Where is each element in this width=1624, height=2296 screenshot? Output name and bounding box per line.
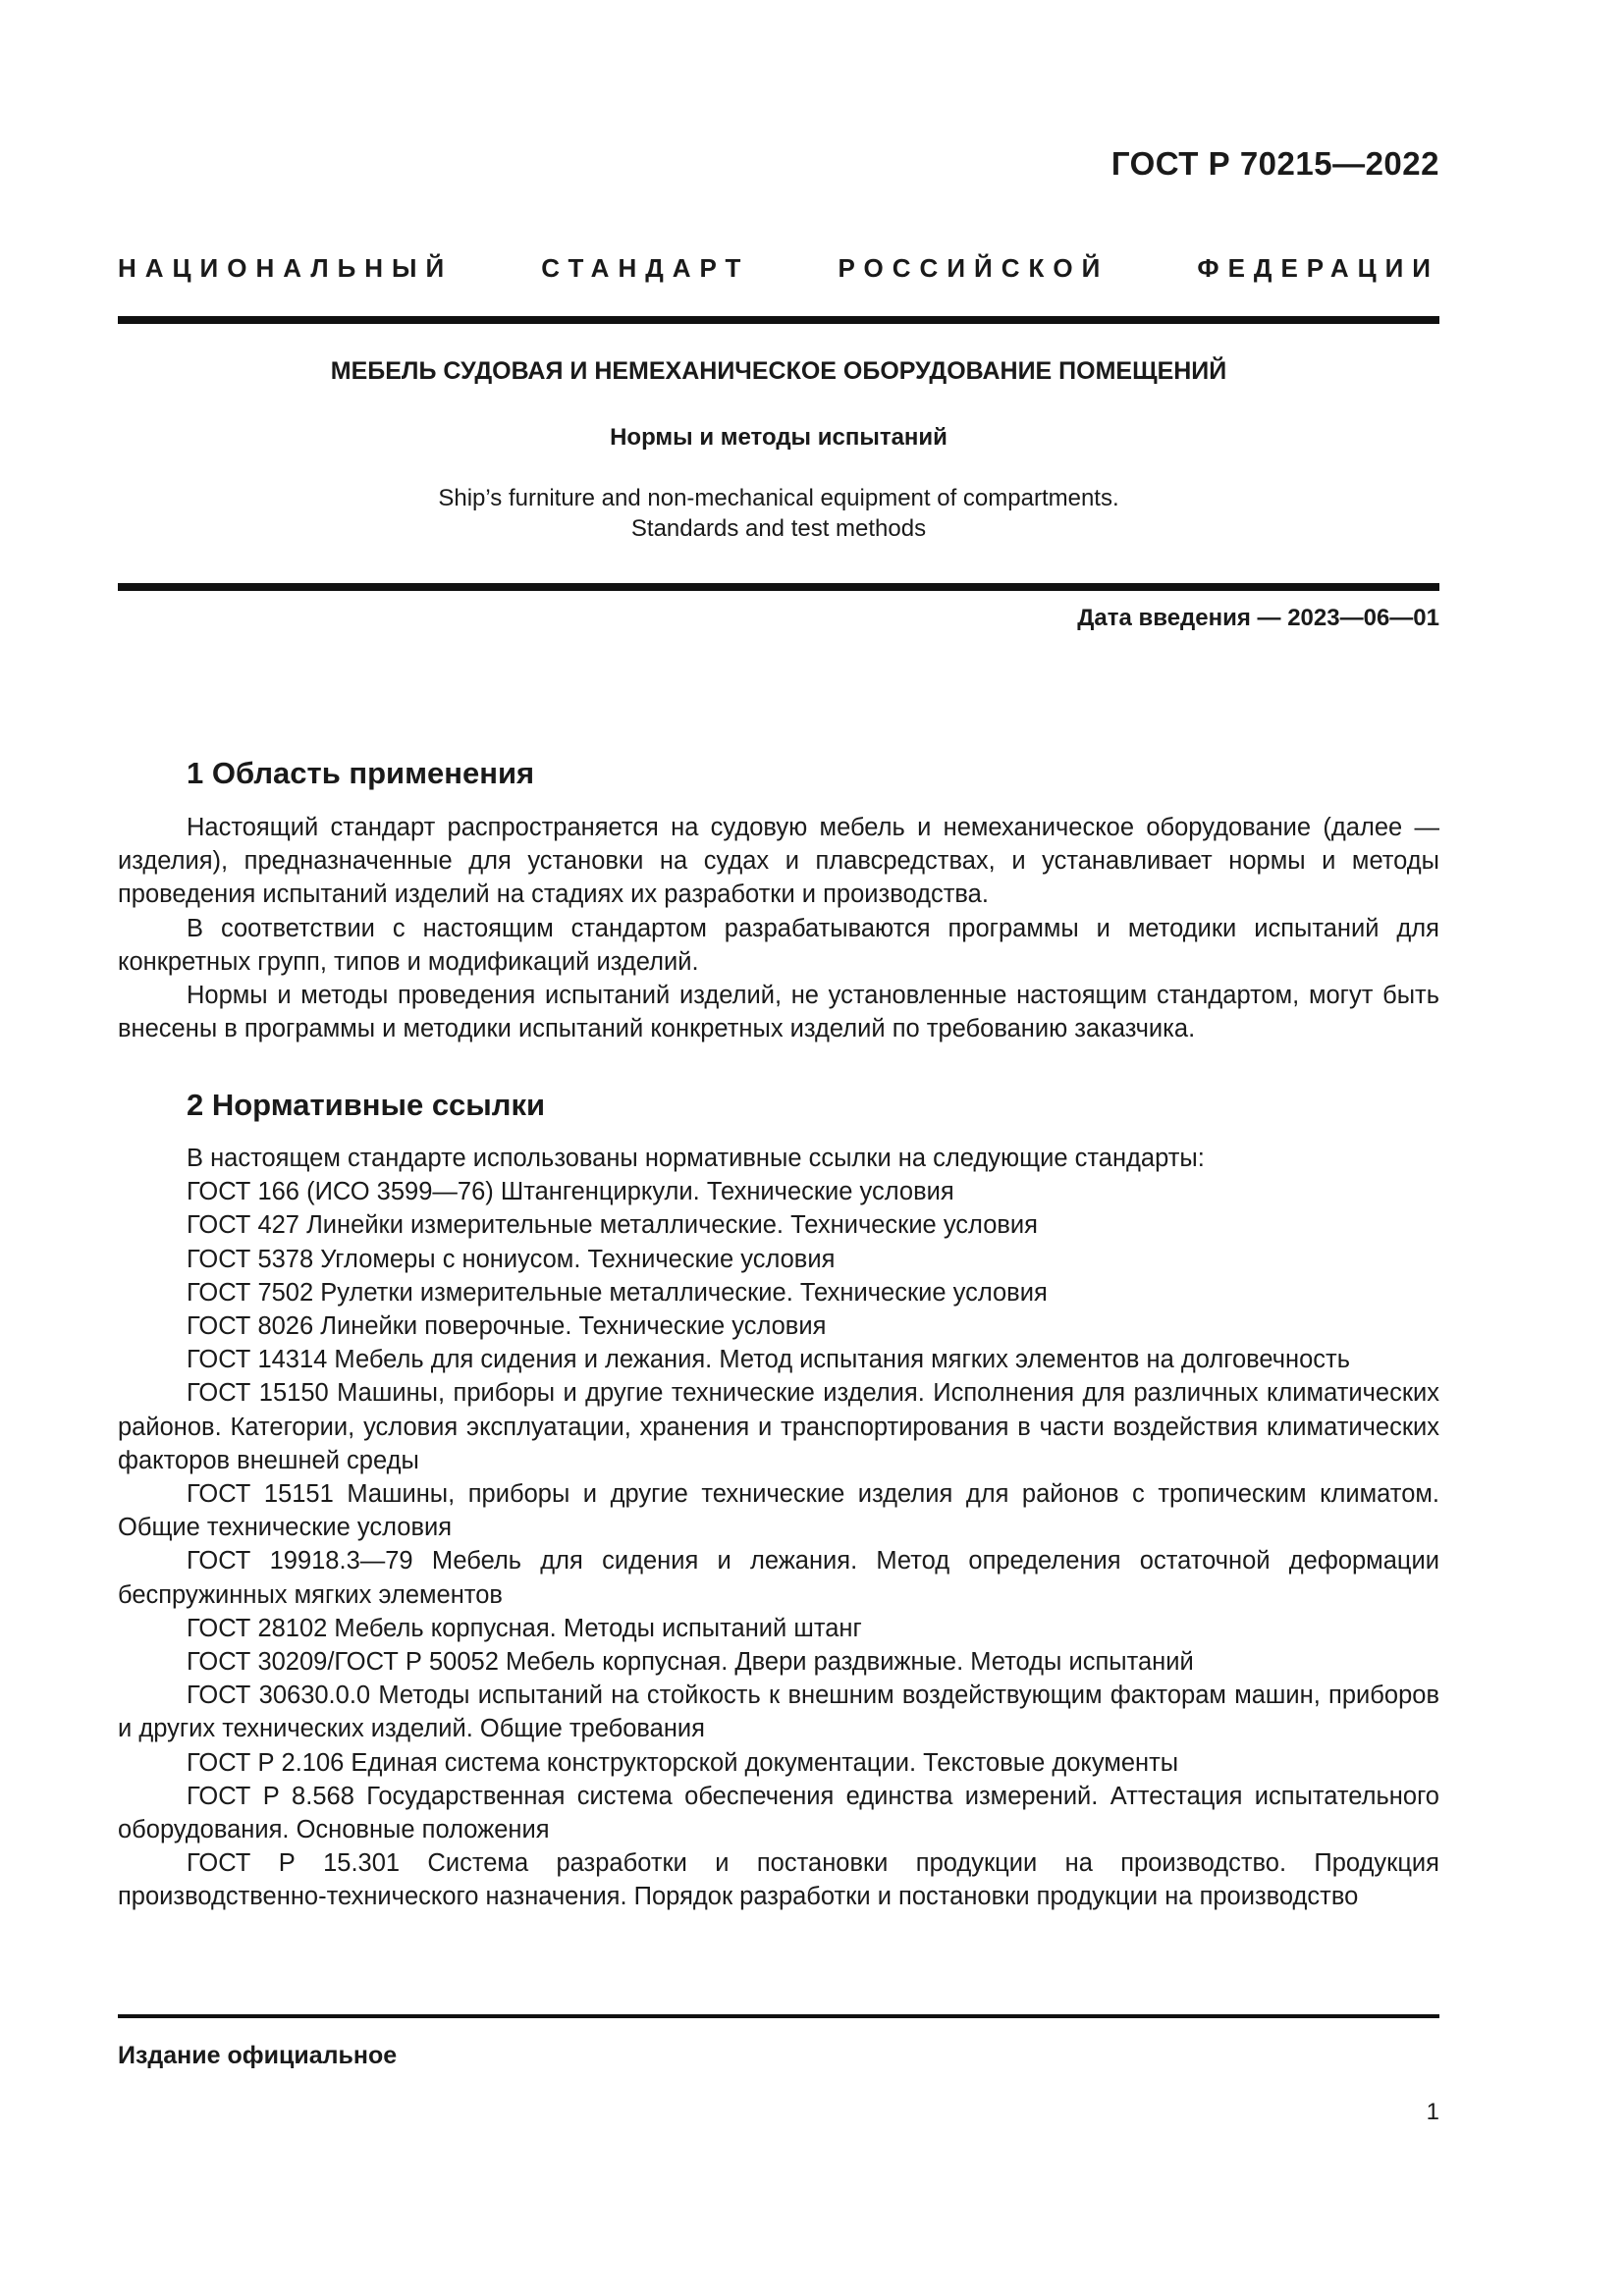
reference-item: ГОСТ 28102 Мебель корпусная. Методы испытаний штанг [187, 1614, 862, 1642]
english-title [118, 483, 1439, 544]
header-divider [118, 316, 1439, 324]
standard-number: ГОСТ Р 70215—2022 [1110, 145, 1439, 182]
page-number: 1 [1426, 2099, 1439, 2125]
reference-item: ГОСТ Р 2.106 Единая система конструкторской документации. Текстовые документы [187, 1748, 1179, 1777]
reference-item: ГОСТ Р 8.568 Государственная система обеспечения единства измерений. Аттестация испытательного оборудования. Основные положения [118, 1782, 1439, 1844]
reference-item: ГОСТ Р 15.301 Система разработки и постановки продукции на производство. Продукция производственно-технического назначения. Порядок разработки и постановки продукции на производство [118, 1849, 1439, 1911]
paragraph: В соответствии с настоящим стандартом разрабатываются программы и методики испытаний для конкретных групп, типов и модификаций изделий. [118, 914, 1439, 976]
document-subtitle: Нормы и методы испытаний [610, 424, 947, 451]
footer-divider [118, 2014, 1439, 2018]
document-title: МЕБЕЛЬ СУДОВАЯ И НЕМЕХАНИЧЕСКОЕ ОБОРУДОВАНИЕ ПОМЕЩЕНИЙ [330, 357, 1227, 385]
reference-item: ГОСТ 19918.3—79 Мебель для сидения и лежания. Метод определения остаточной деформации беспружинных мягких элементов [118, 1547, 1439, 1609]
reference-item: ГОСТ 166 (ИСО 3599—76) Штангенциркули. Технические условия [187, 1178, 954, 1206]
reference-item: ГОСТ 5378 Угломеры с нониусом. Технические условия [187, 1245, 836, 1273]
english-title-line: Standards and test methods [630, 515, 927, 542]
paragraph: Нормы и методы проведения испытаний изделий, не установленные настоящим стандартом, могут быть внесены в программы и методики испытаний конкретных изделий по требованию заказчика. [118, 982, 1439, 1043]
reference-item: ГОСТ 8026 Линейки поверочные. Технические условия [187, 1312, 827, 1341]
official-edition-note: Издание официальное [118, 2042, 398, 2069]
reference-item: ГОСТ 15150 Машины, приборы и другие технические изделия. Исполнения для различных климатических районов. Категории, условия эксплуатации, хранения и транспортирования в части воздействия климатических факторов внешней среды [118, 1379, 1439, 1474]
section-1-heading: 1 Область применения [187, 756, 535, 790]
english-title-line: Ship’s furniture and non-mechanical equipment of compartments. [438, 485, 1119, 511]
reference-item: ГОСТ 7502 Рулетки измерительные металлические. Технические условия [187, 1278, 1048, 1307]
section-1-body [118, 811, 1439, 1045]
national-standard-title: НАЦИОНАЛЬНЫЙ СТАНДАРТ РОССИЙСКОЙ ФЕДЕРАЦИИ [118, 253, 1439, 283]
title-divider [118, 583, 1439, 591]
section-2-body [118, 1142, 1439, 1914]
reference-item: ГОСТ 30209/ГОСТ Р 50052 Мебель корпусная. Двери раздвижные. Методы испытаний [187, 1648, 1194, 1677]
reference-item: ГОСТ 15151 Машины, приборы и другие технические изделия для районов с тропическим климатом. Общие технические условия [118, 1480, 1439, 1542]
paragraph: В настоящем стандарте использованы нормативные ссылки на следующие стандарты: [187, 1145, 1205, 1172]
section-2-heading: 2 Нормативные ссылки [187, 1088, 546, 1122]
reference-item: ГОСТ 14314 Мебель для сидения и лежания. Метод испытания мягких элементов на долговечность [187, 1346, 1351, 1374]
introduction-date: Дата введения — 2023—06—01 [1077, 605, 1439, 631]
paragraph: Настоящий стандарт распространяется на судовую мебель и немеханическое оборудование (далее — изделия), предназначенные для установки на судах и плавсредствах, и устанавливает нормы и методы проведения испытаний изделий на стадиях их разработки и производства. [118, 814, 1439, 909]
reference-item: ГОСТ 427 Линейки измерительные металлические. Технические условия [187, 1211, 1038, 1240]
reference-item: ГОСТ 30630.0.0 Методы испытаний на стойкость к внешним воздействующим факторам машин, приборов и других технических изделий. Общие требования [118, 1682, 1439, 1743]
